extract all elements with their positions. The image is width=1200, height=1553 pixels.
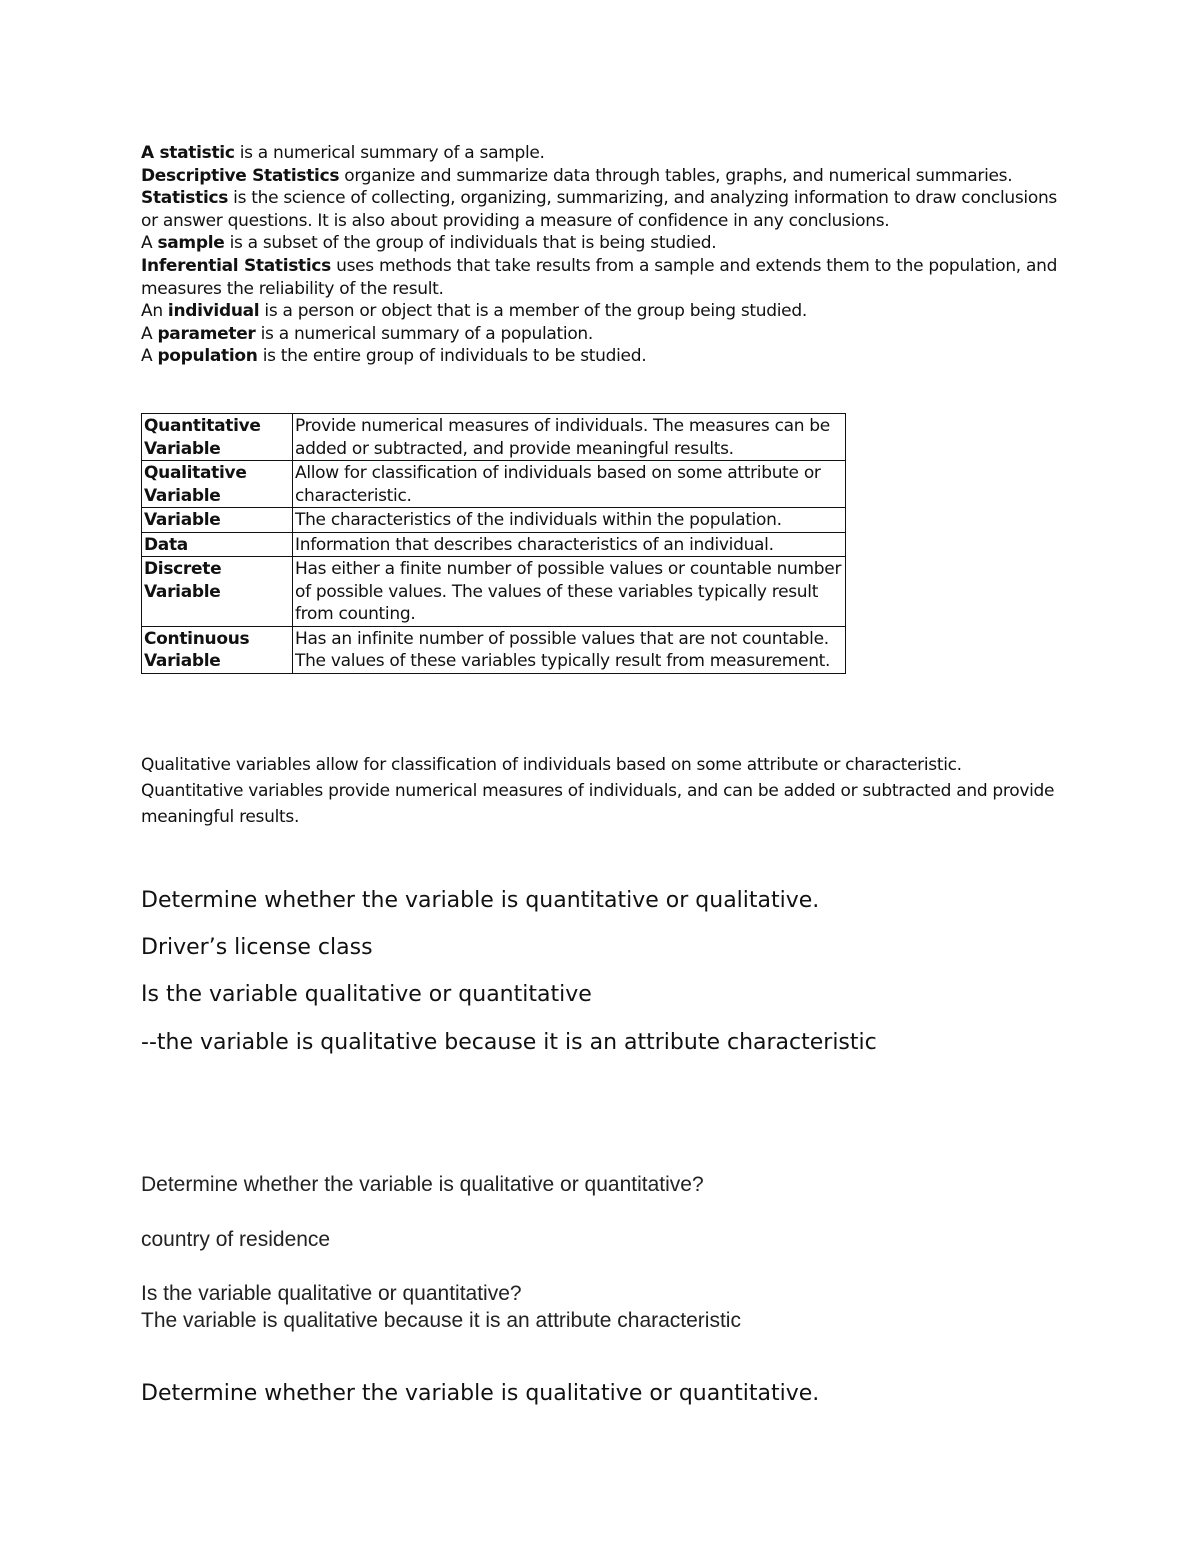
table-definition-cell: Information that describes characteristics of an individual. (293, 532, 846, 557)
table-term-cell: Qualitative Variable (142, 461, 293, 508)
question-3-prompt: Determine whether the variable is qualitative or quantitative. (141, 1381, 820, 1406)
definition-term: parameter (157, 323, 256, 344)
definition-term: sample (157, 233, 225, 254)
table-definition-cell: The characteristics of the individuals within the population. (293, 508, 846, 533)
table-definition-cell: Allow for classification of individuals based on some attribute or characteristic. (293, 461, 846, 508)
definition-statistic (141, 142, 1061, 165)
definition-text: is a subset of the group of individuals that is being studied. (224, 233, 717, 254)
definition-parameter: A parameter is a numerical summary of a population. (141, 323, 594, 344)
definition-term: A statistic (141, 143, 235, 163)
definition-descriptive-statistics (141, 165, 1061, 188)
definition-inferential-statistics (141, 255, 1061, 300)
table-term-cell: Discrete Variable (142, 557, 293, 627)
definition-statistics (141, 187, 1061, 232)
question-2-variable: country of residence (141, 1228, 331, 1251)
table-row (142, 557, 846, 627)
definition-population: A population is the entire group of individuals to be studied. (141, 346, 647, 367)
summary-qualitative: Qualitative variables allow for classification of individuals based on some attribute or characteristic. (141, 755, 962, 775)
question-2-answer: The variable is qualitative because it is an attribute characteristic (141, 1309, 741, 1332)
question-1-variable: Driver’s license class (141, 935, 373, 960)
definition-term: Descriptive Statistics (141, 165, 340, 186)
question-1-ask: Is the variable qualitative or quantitative (141, 982, 592, 1007)
definition-term: population (157, 346, 258, 367)
table-definition-cell: Has either a finite number of possible values or countable number of possible values. The values of these variables typically result from counting. (293, 557, 846, 627)
question-1-answer: --the variable is qualitative because it is an attribute characteristic (141, 1030, 877, 1055)
question-2-prompt: Determine whether the variable is qualitative or quantitative? (141, 1173, 704, 1196)
definition-text: uses methods that take results from a sample and extends them to the population, and measures the reliability of the result. (141, 255, 1058, 299)
summary-paragraph (141, 752, 1061, 830)
table-term-cell: Quantitative Variable (142, 414, 293, 461)
definition-term: individual (167, 301, 260, 322)
definition-term: Inferential Statistics (141, 255, 332, 276)
definition-text: is a numerical summary of a population. (255, 323, 594, 344)
summary-quantitative: Quantitative variables provide numerical measures of individuals, and can be added or subtracted and provide meaningful results. (141, 781, 1055, 827)
definition-text: organize and summarize data through tables, graphs, and numerical summaries. (339, 165, 1013, 186)
table-row (142, 532, 846, 557)
definition-text: is a numerical summary of a sample. (234, 143, 545, 163)
definitions-list (141, 142, 1061, 368)
table-row (142, 461, 846, 508)
table-row (142, 508, 846, 533)
table-row (142, 626, 846, 673)
table-definition-cell: Provide numerical measures of individuals. The measures can be added or subtracted, and provide meaningful results. (293, 414, 846, 461)
table-term-cell: Continuous Variable (142, 626, 293, 673)
table-term-cell: Data (142, 532, 293, 557)
table-term-cell: Variable (142, 508, 293, 533)
question-2-ask: Is the variable qualitative or quantitative? (141, 1282, 522, 1305)
definition-text: is a person or object that is a member of the group being studied. (259, 301, 807, 322)
definition-text: is the entire group of individuals to be studied. (257, 346, 647, 367)
table-row (142, 414, 846, 461)
variable-types-table (141, 413, 846, 674)
table-definition-cell: Has an infinite number of possible values that are not countable. The values of these variables typically result from measurement. (293, 626, 846, 673)
definition-text: is the science of collecting, organizing, summarizing, and analyzing information to draw conclusions or answer questions. It is also about providing a measure of confidence in any conclusions. (141, 188, 1057, 231)
definition-individual: An individual is a person or object that is a member of the group being studied. (141, 301, 807, 322)
question-1-prompt: Determine whether the variable is quantitative or qualitative. (141, 888, 820, 913)
definition-term: Statistics (141, 188, 229, 209)
definition-sample: A sample is a subset of the group of individuals that is being studied. (141, 233, 717, 254)
